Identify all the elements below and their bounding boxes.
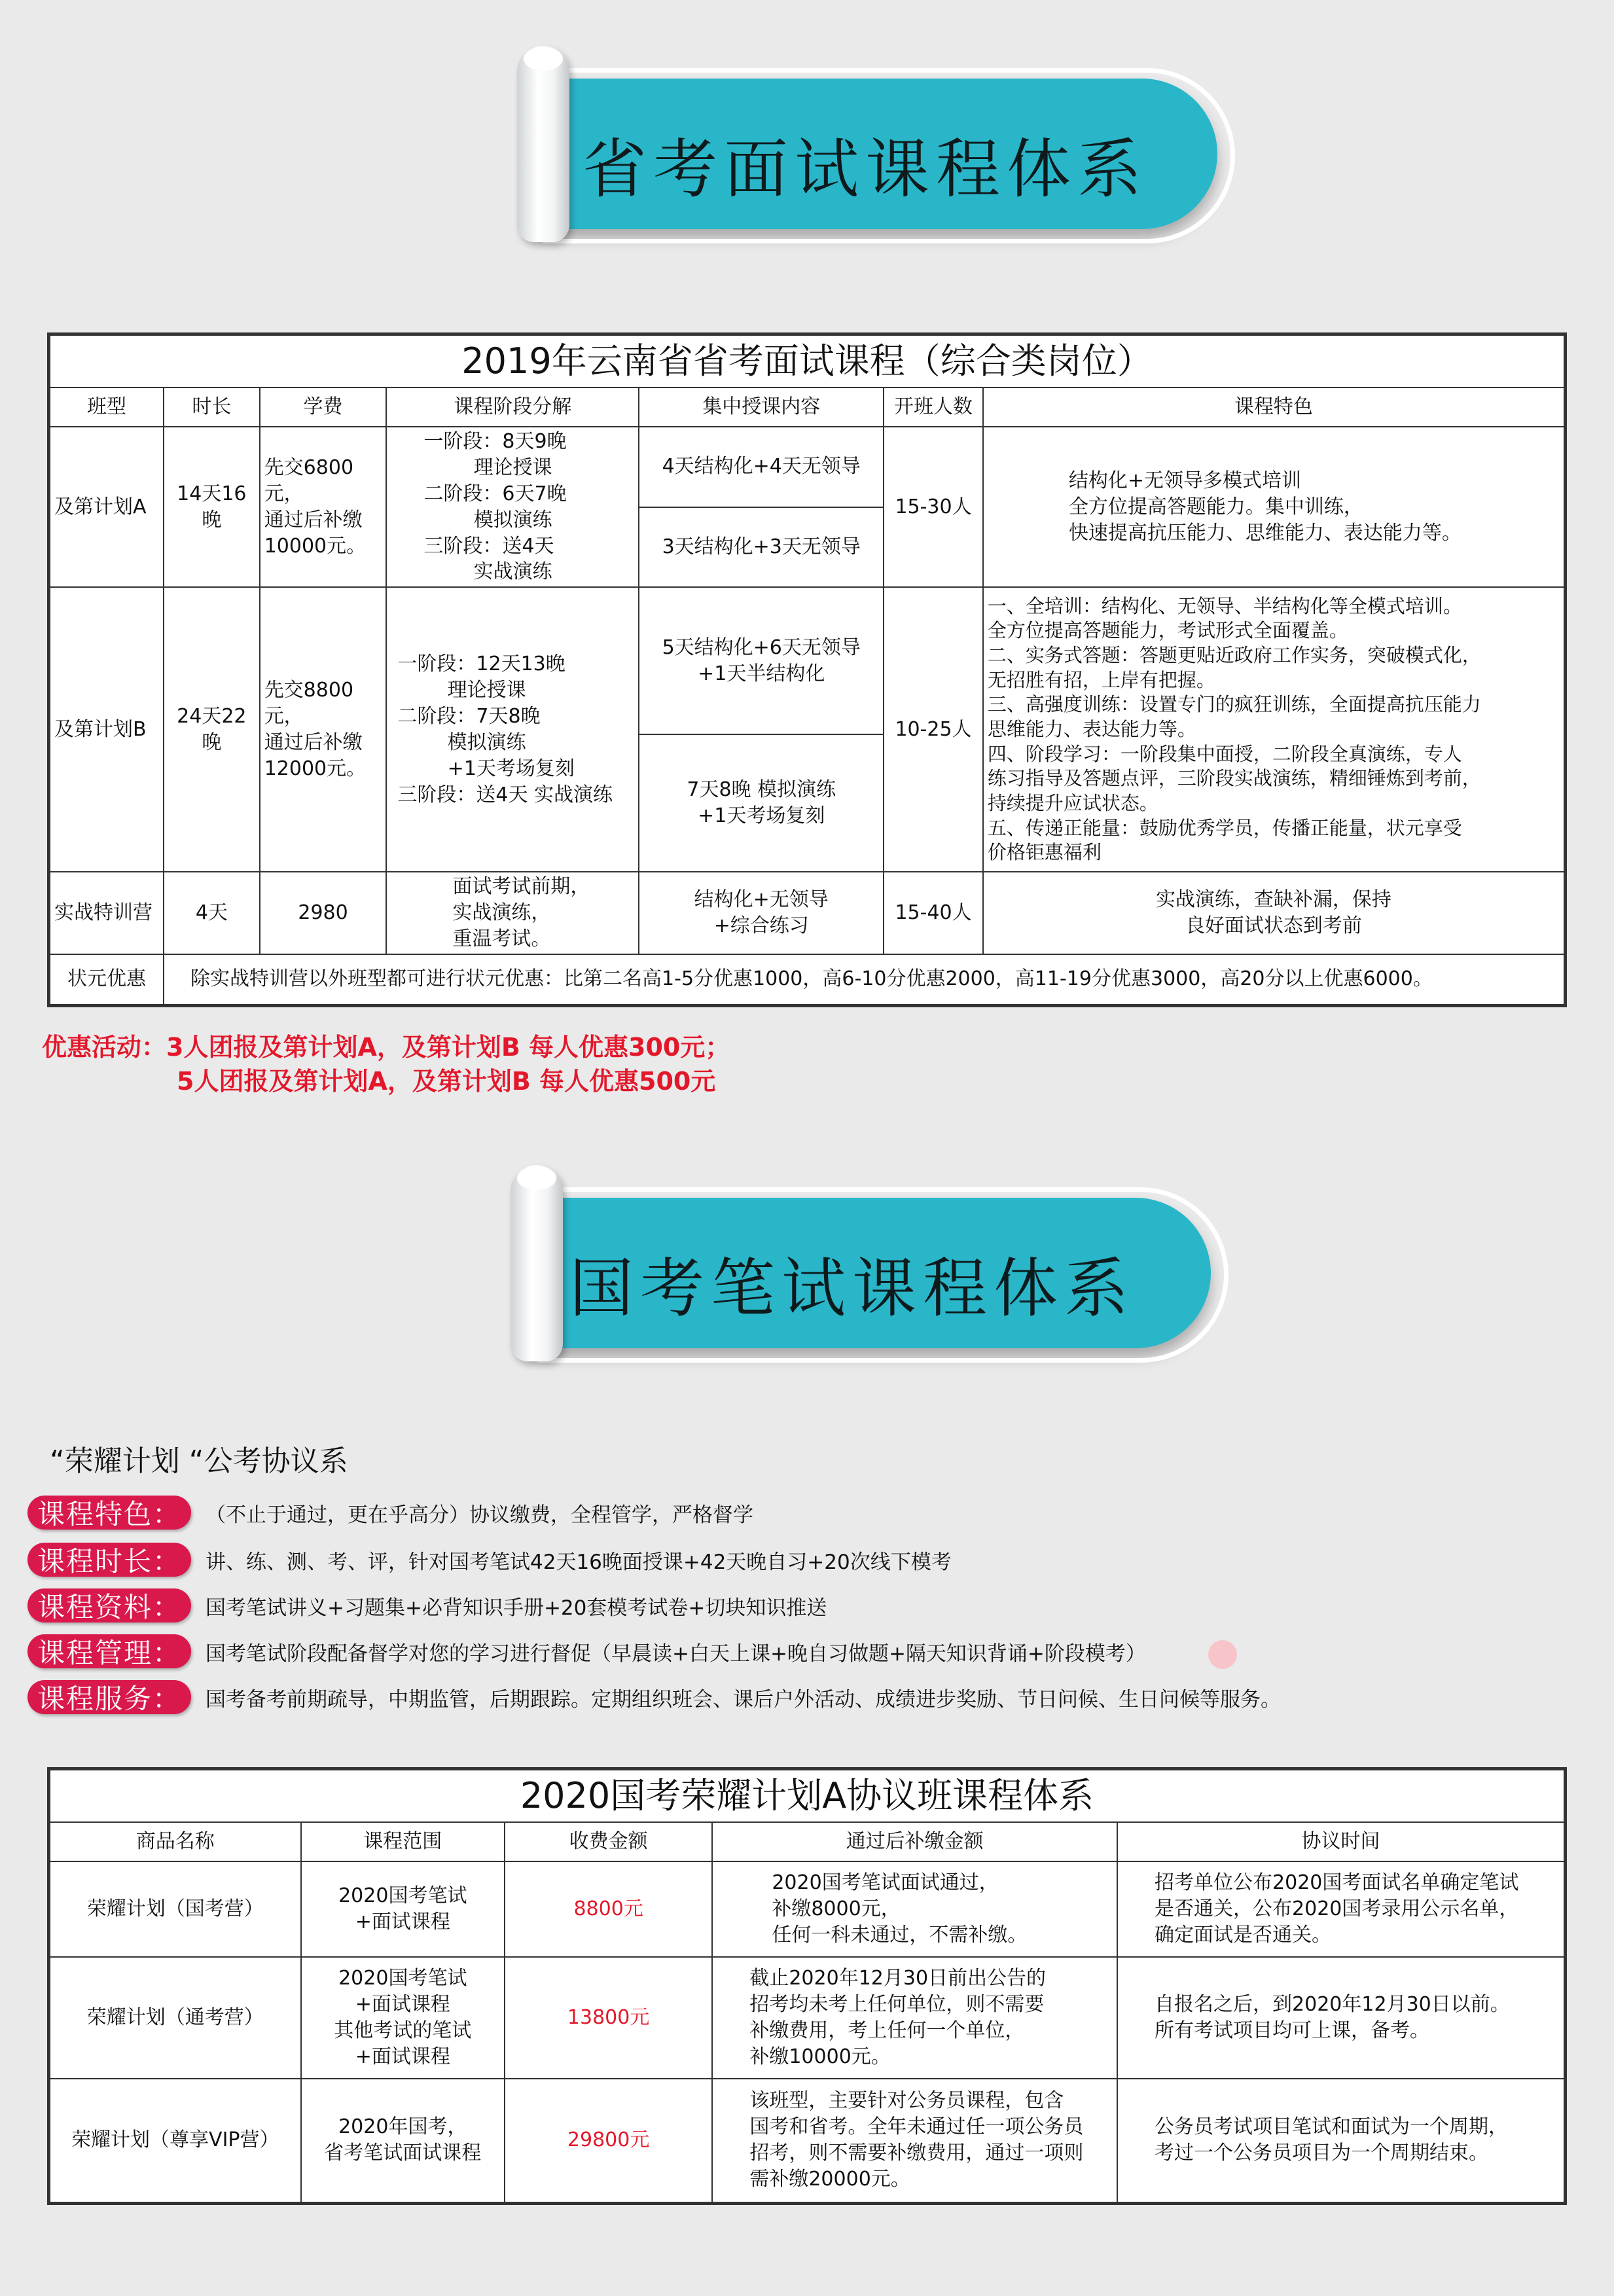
product-scope: 2020国考笔试 +面试课程 其他考试的笔试 +面试课程 [301,1957,505,2079]
product-name: 荣耀计划（通考营） [49,1957,301,2079]
product-fee: 13800元 [505,1957,712,2079]
plan-tag: 课程服务： [27,1680,191,1714]
row-b-fee: 先交8800元， 通过后补缴 12000元。 [260,587,387,872]
product-supplement: 截止2020年12月30日前出公告的 招考均未考上任何单位，则不需要 补缴费用，考上任何一个单位， 补缴10000元。 [712,1957,1117,2079]
promo-line-2: 5人团报及第计划A，及第计划B 每人优惠500元 [177,1067,716,1096]
row-b-size: 10-25人 [884,587,983,872]
row-a-stages: 一阶段：8天9晚 理论授课 二阶段：6天7晚 模拟演练 三阶段：送4天 实战演练 [386,427,639,587]
national-plan-table [47,1767,1567,2205]
plan-text: 国考笔试讲义+习题集+必背知识手册+20套模考试卷+切块知识推送 [206,1596,827,1620]
header-term: 协议时间 [1117,1822,1565,1861]
plan-text: 国考备考前期疏导，中期监管，后期跟踪。定期组织班会、课后户外活动、成绩进步奖励、节日问候、生日问候等服务。 [206,1687,1281,1712]
row-a-features: 结构化+无领导多模式培训 全方位提高答题能力。集中训练， 快速提高抗压能力、思维能力、表达能力等。 [983,427,1566,587]
product-supplement: 该班型，主要针对公务员课程，包含 国考和省考。全年未通过任一项公务员 招考，则不需要补缴费用，通过一项则 需补缴20000元。 [712,2079,1117,2203]
table-title: 2019年云南省省考面试课程（综合类岗位） [49,334,1566,388]
banner-national-written [497,1165,1230,1361]
header-scope: 课程范围 [301,1822,505,1861]
row-c-duration: 4天 [164,872,260,954]
plan-tag: 课程特色： [27,1496,191,1530]
row-a-content-1: 4天结构化+4天无领导 [639,427,884,507]
row-a-duration: 14天16晚 [164,427,260,587]
header-stages: 课程阶段分解 [386,387,639,427]
plan-tag: 课程资料： [27,1588,191,1623]
header-fee: 学费 [260,387,387,427]
row-c-stages: 面试考试前期， 实战演练， 重温考试。 [386,872,639,954]
header-duration: 时长 [164,387,260,427]
plan-text: （不止于通过，更在乎高分）协议缴费，全程管学，严格督学 [206,1503,753,1527]
row-b-features: 一、全培训：结构化、无领导、半结构化等全模式培训。 全方位提高答题能力，考试形式全面覆盖。 二、实务式答题：答题更贴近政府工作实务，突破模式化， 无招胜有招，上岸有把握。 三、高强度训练：设置专门的疯狂训练，全面提高抗压能力 思维能力、表达能力等。 四、阶段学习：一阶段集中面授，二阶段全真演练，专人 练习指导及答题点评，三阶段实战演练，精细锤炼到考前， 持续提升应试状态。 五、传递正能量：鼓励优秀学员，传播正能量，状元享受 价格钜惠福利 [983,587,1566,872]
row-c-content: 结构化+无领导 +综合练习 [639,872,884,954]
product-scope: 2020年国考， 省考笔试面试课程 [301,2079,505,2203]
header-fee: 收费金额 [505,1822,712,1861]
header-product: 商品名称 [49,1822,301,1861]
header-supplement: 通过后补缴金额 [712,1822,1117,1861]
banner-title: 国考笔试课程体系 [569,1251,1136,1326]
product-fee: 8800元 [505,1861,712,1957]
row-b-stages: 一阶段：12天13晚 理论授课 二阶段：7天8晚 模拟演练 +1天考场复刻 三阶段：送4天 实战演练 [386,587,639,872]
plan-text: 国考笔试阶段配备督学对您的学习进行督促（早晨读+白天上课+晚自习做题+隔天知识背诵+阶段模考） [206,1641,1146,1666]
plan-text: 讲、练、测、考、评，针对国考笔试42天16晚面授课+42天晚自习+20次线下模考 [206,1550,952,1574]
row-a-content-2: 3天结构化+3天无领导 [639,507,884,588]
provincial-interview-table [47,332,1567,1007]
row-c-name: 实战特训营 [49,872,164,954]
product-supplement: 2020国考笔试面试通过， 补缴8000元， 任何一科未通过，不需补缴。 [712,1861,1117,1957]
banner-provincial-interview [504,46,1237,242]
plan-row [27,1678,1281,1716]
row-a-name: 及第计划A [49,427,164,587]
row-b-content-2: 7天8晚 模拟演练 +1天考场复刻 [639,734,884,872]
header-class-size: 开班人数 [884,387,983,427]
row-a-fee: 先交6800元， 通过后补缴 10000元。 [260,427,387,587]
row-c-features: 实战演练，查缺补漏，保持 良好面试状态到考前 [983,872,1566,954]
banner-title: 省考面试课程体系 [583,132,1149,207]
decorative-dot [1208,1640,1237,1669]
product-name: 荣耀计划（国考营） [49,1861,301,1957]
product-fee: 29800元 [505,2079,712,2203]
header-features: 课程特色 [983,387,1566,427]
promo-line-1: 优惠活动：3人团报及第计划A，及第计划B 每人优惠300元； [42,1033,730,1062]
plan-title: “荣耀计划 “公考协议系 [50,1444,348,1478]
plan-tag: 课程时长： [27,1543,191,1577]
row-b-duration: 24天22晚 [164,587,260,872]
product-term: 招考单位公布2020国考面试名单确定笔试 是否通关，公布2020国考录用公示名单， 确定面试是否通关。 [1117,1861,1565,1957]
plan-row [27,1494,753,1532]
plan-row [27,1541,952,1579]
plan-row [27,1632,1146,1670]
row-d-text: 除实战特训营以外班型都可进行状元优惠：比第二名高1-5分优惠1000，高6-10分优惠2000，高11-19分优惠3000，高20分以上优惠6000。 [164,954,1565,1005]
header-class-type: 班型 [49,387,164,427]
row-b-content-1: 5天结构化+6天无领导 +1天半结构化 [639,587,884,734]
row-c-fee: 2980 [260,872,387,954]
product-name: 荣耀计划（尊享VIP营） [49,2079,301,2203]
row-b-name: 及第计划B [49,587,164,872]
plan-row [27,1587,827,1624]
header-content: 集中授课内容 [639,387,884,427]
table-title: 2020国考荣耀计划A协议班课程体系 [49,1769,1566,1823]
product-scope: 2020国考笔试 +面试课程 [301,1861,505,1957]
row-c-size: 15-40人 [884,872,983,954]
row-a-size: 15-30人 [884,427,983,587]
product-term: 公务员考试项目笔试和面试为一个周期， 考过一个公务员项目为一个周期结束。 [1117,2079,1565,2203]
row-d-name: 状元优惠 [49,954,164,1005]
product-term: 自报名之后，到2020年12月30日以前。 所有考试项目均可上课，备考。 [1117,1957,1565,2079]
plan-tag: 课程管理： [27,1634,191,1668]
